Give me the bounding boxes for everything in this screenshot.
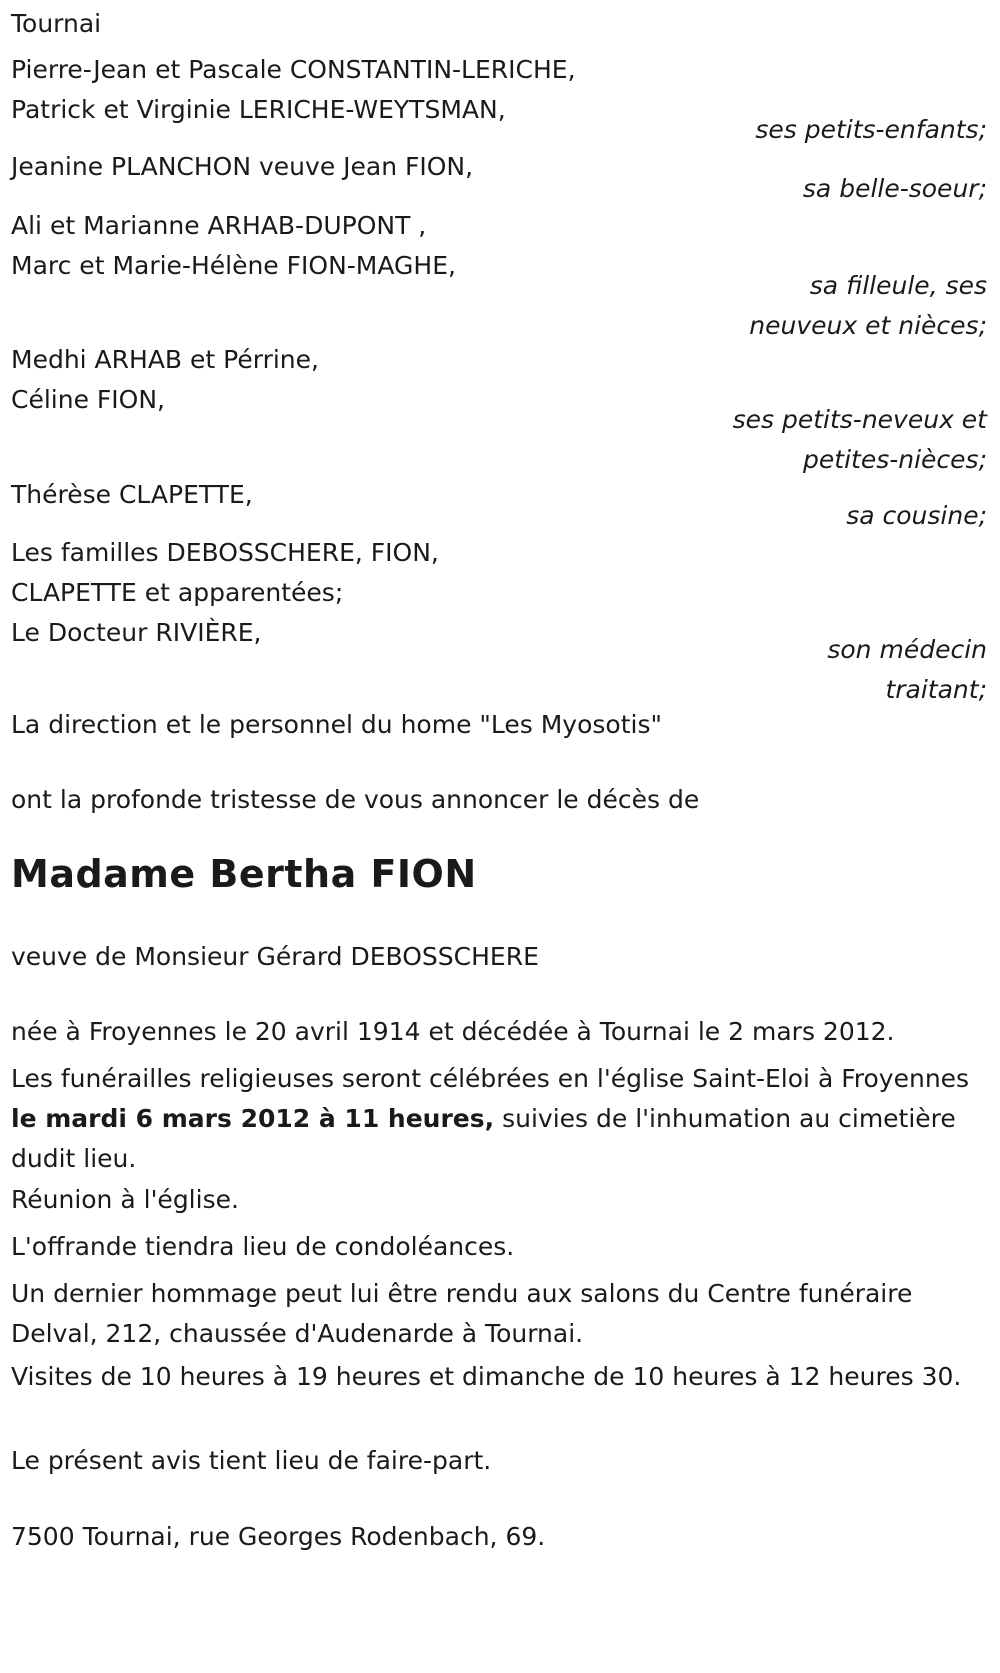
grandchildren-role: ses petits-enfants;: [755, 115, 987, 144]
nieces-line: Ali et Marianne ARHAB-DUPONT ,: [11, 211, 427, 240]
meeting: Réunion à l'église.: [11, 1185, 239, 1214]
cousin-role: sa cousine;: [846, 501, 987, 530]
nieces-role: [749, 266, 987, 346]
grandnieces-role-line: ses petits-neveux et: [732, 405, 987, 434]
notice: Le présent avis tient lieu de faire-part.: [11, 1446, 492, 1475]
address: 7500 Tournai, rue Georges Rodenbach, 69.: [11, 1522, 546, 1551]
deceased-name: Madame Bertha FION: [11, 852, 477, 896]
announcement-line: ont la profonde tristesse de vous annoncer le décès de: [11, 785, 700, 814]
widow-of-line: veuve de Monsieur Gérard DEBOSSCHERE: [11, 942, 539, 971]
cousin-line: Thérèse CLAPETTE,: [11, 480, 253, 509]
funeral-text-end: suivies de l'inhumation au cimetière dudit lieu.: [11, 1104, 956, 1173]
cousin-group: [11, 475, 991, 515]
city-name: Tournai: [11, 9, 102, 38]
funeral-paragraph: [11, 1059, 976, 1179]
nieces-role-line: sa filleule, ses: [809, 271, 987, 300]
sister-in-law-line: Jeanine PLANCHON veuve Jean FION,: [11, 152, 474, 181]
grandchildren-line: Pierre-Jean et Pascale CONSTANTIN-LERICHE,: [11, 55, 576, 84]
funeral-date: le mardi 6 mars 2012 à 11 heures,: [11, 1104, 495, 1133]
home-group: [11, 705, 991, 745]
doctor-role-line: traitant;: [885, 675, 987, 704]
grandnieces-role-line: petites-nièces;: [803, 445, 987, 474]
announcement: [11, 780, 991, 820]
visits: Visites de 10 heures à 19 heures et dimanche de 10 heures à 12 heures 30.: [11, 1362, 962, 1391]
sister-in-law-role: sa belle-soeur;: [802, 174, 987, 203]
nieces-role-line: neuveux et nièces;: [749, 311, 987, 340]
grandchildren-line: Patrick et Virginie LERICHE-WEYTSMAN,: [11, 95, 506, 124]
funeral-text: Les funérailles religieuses seront célébrées en l'église Saint-Eloi à Froyennes: [11, 1064, 970, 1093]
widow-of: [11, 937, 991, 977]
grandnieces-role: [733, 400, 987, 480]
birth-death: née à Froyennes le 20 avril 1914 et décédée à Tournai le 2 mars 2012.: [11, 1017, 895, 1046]
families-line: CLAPETTE et apparentées;: [11, 578, 344, 607]
grandnieces-line: Céline FION,: [11, 385, 165, 414]
grandnieces-line: Medhi ARHAB et Pérrine,: [11, 345, 319, 374]
doctor-role-line: son médecin: [827, 635, 987, 664]
doctor-role: [827, 630, 987, 710]
offering: L'offrande tiendra lieu de condoléances.: [11, 1232, 515, 1261]
nieces-line: Marc et Marie-Hélène FION-MAGHE,: [11, 251, 456, 280]
tribute: Un dernier hommage peut lui être rendu aux salons du Centre funéraire Delval, 212, chaussée d'Audenarde à Tournai.: [11, 1279, 913, 1348]
city-header: [11, 4, 991, 44]
families-line: Le Docteur RIVIÈRE,: [11, 618, 262, 647]
home-line: La direction et le personnel du home "Les Myosotis": [11, 710, 662, 739]
families-line: Les familles DEBOSSCHERE, FION,: [11, 538, 439, 567]
